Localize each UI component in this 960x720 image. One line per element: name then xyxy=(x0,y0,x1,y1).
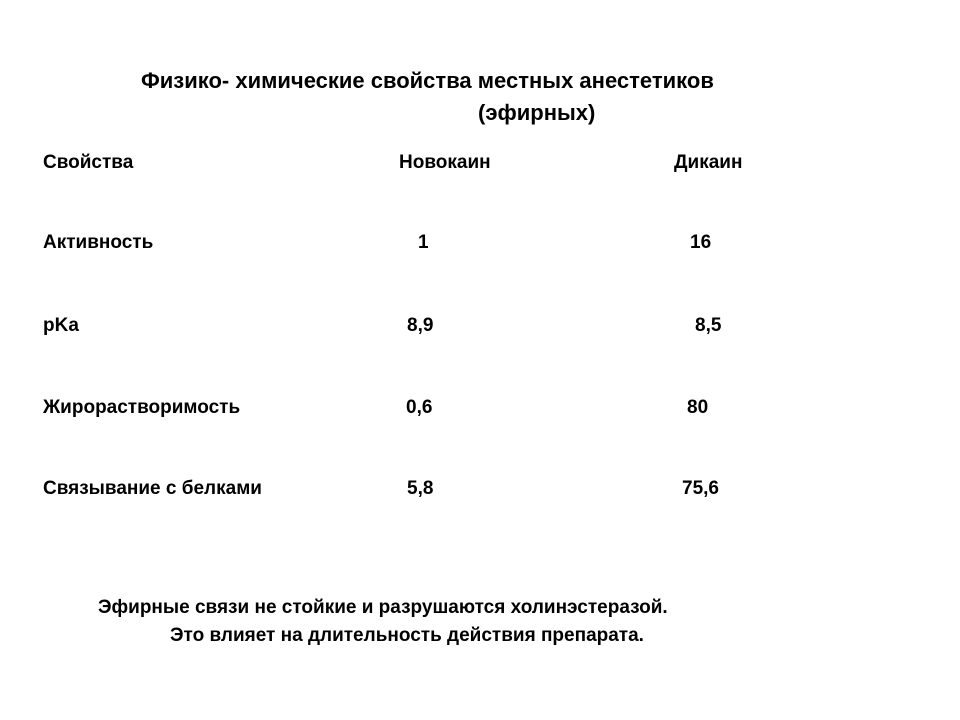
row-activity-novocaine: 1 xyxy=(418,232,429,253)
slide-subtitle: (эфирных) xyxy=(478,100,596,125)
row-activity-dicaine: 16 xyxy=(690,232,712,253)
row-lipid-solubility-dicaine: 80 xyxy=(687,397,709,418)
header-properties: Свойства xyxy=(43,152,134,173)
header-dicaine: Дикаин xyxy=(674,152,743,173)
row-protein-binding-label: Связывание с белками xyxy=(43,478,262,499)
row-lipid-solubility-label: Жирорастворимость xyxy=(43,397,241,418)
row-pka-novocaine: 8,9 xyxy=(407,315,434,336)
slide-title: Физико- химические свойства местных анестетиков xyxy=(141,68,714,93)
footer-note-line-2: Это влияет на длительность действия препарата. xyxy=(170,625,644,646)
row-activity-label: Активность xyxy=(43,232,154,253)
footer-note-line-1: Эфирные связи не стойкие и разрушаются холинэстеразой. xyxy=(98,597,668,618)
row-protein-binding-novocaine: 5,8 xyxy=(407,478,434,499)
row-protein-binding-dicaine: 75,6 xyxy=(682,478,719,499)
header-novocaine: Новокаин xyxy=(399,152,491,173)
row-lipid-solubility-novocaine: 0,6 xyxy=(406,397,433,418)
row-pka-dicaine: 8,5 xyxy=(695,315,722,336)
row-pka-label: pKa xyxy=(43,315,79,336)
